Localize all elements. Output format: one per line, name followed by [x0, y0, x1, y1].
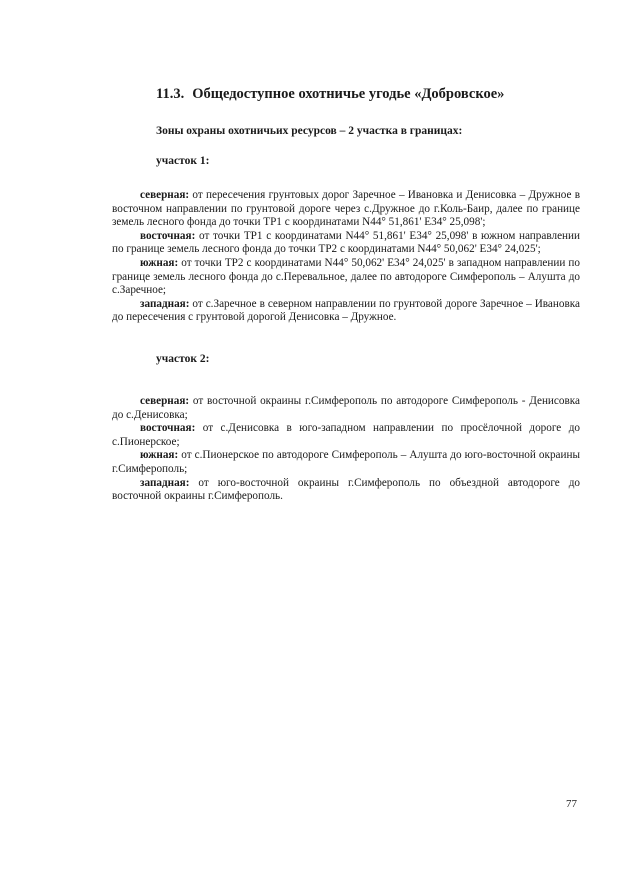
plot-1-east-boundary [112, 230, 580, 257]
plot-2-boundaries [112, 395, 580, 504]
plot-2-west-boundary [112, 477, 580, 504]
plot-1-west-boundary [112, 298, 580, 325]
page-content [112, 86, 580, 504]
boundary-direction: южная: [140, 449, 179, 462]
boundary-text: от с.Заречное в северном направлении по грунтовой дороге Заречное – Ивановка до пересечения с грунтовой дорогой Денисовка – Дружное. [112, 297, 580, 324]
boundary-text: от восточной окраины г.Симферополь по автодороге Симферополь - Денисовка до с.Денисовка; [112, 394, 580, 421]
section-number: 11.3. [156, 86, 185, 102]
boundary-text: от пересечения грунтовых дорог Заречное – Ивановка и Денисовка – Дружное в восточном направлении по грунтовой дороге через с.Дружное до г.Коль-Баир, далее по границе земель лесного фонда до точки ТР1 с координатами N44° 51,861' E34° 25,098'; [112, 189, 581, 229]
boundary-direction: западная: [140, 476, 190, 489]
plot-1-south-boundary [112, 257, 580, 298]
boundary-direction: восточная: [140, 422, 196, 435]
boundary-text: от юго-восточной окраины г.Симферополь по объездной автодороге до восточной окраины г.Симферополь. [112, 476, 580, 503]
page-number: 77 [566, 798, 577, 810]
boundary-direction: северная: [140, 189, 190, 201]
plot-1-title: участок 1: [156, 155, 210, 167]
plot-1-north-boundary [112, 189, 580, 230]
section-title-text: Общедоступное охотничье угодье «Добровское» [192, 86, 505, 102]
zones-heading: Зоны охраны охотничьих ресурсов – 2 участка в границах: [156, 125, 463, 137]
plot-2-title: участок 2: [156, 352, 210, 365]
plot-2-north-boundary [112, 395, 580, 422]
boundary-text: от точки ТР2 с координатами N44° 50,062' E34° 24,025' в западном направлении по границе земель лесного фонда до с.Перевальное, далее по автодороге Симферополь – Алушта до с.Заречное; [112, 256, 581, 297]
boundary-text: от точки ТР1 с координатами N44° 51,861' E34° 25,098' в южном направлении по границе земель лесного фонда до точки ТР2 с координатами N44° 50,062' E34° 24,025'; [112, 229, 580, 256]
boundary-text: от с.Пионерское по автодороге Симферополь – Алушта до юго-восточной окраины г.Симферополь; [112, 449, 581, 475]
boundary-text: от с.Денисовка в юго-западном направлении по просёлочной дороге до с.Пионерское; [112, 422, 581, 448]
boundary-direction: восточная: [140, 229, 196, 242]
plot-2-south-boundary [112, 449, 580, 476]
plot-2-east-boundary [112, 422, 580, 449]
boundary-direction: южная: [140, 256, 179, 269]
section-title [156, 86, 580, 103]
boundary-direction: западная: [140, 297, 190, 310]
boundary-direction: северная: [140, 394, 190, 407]
plot-1-boundaries [112, 189, 580, 325]
